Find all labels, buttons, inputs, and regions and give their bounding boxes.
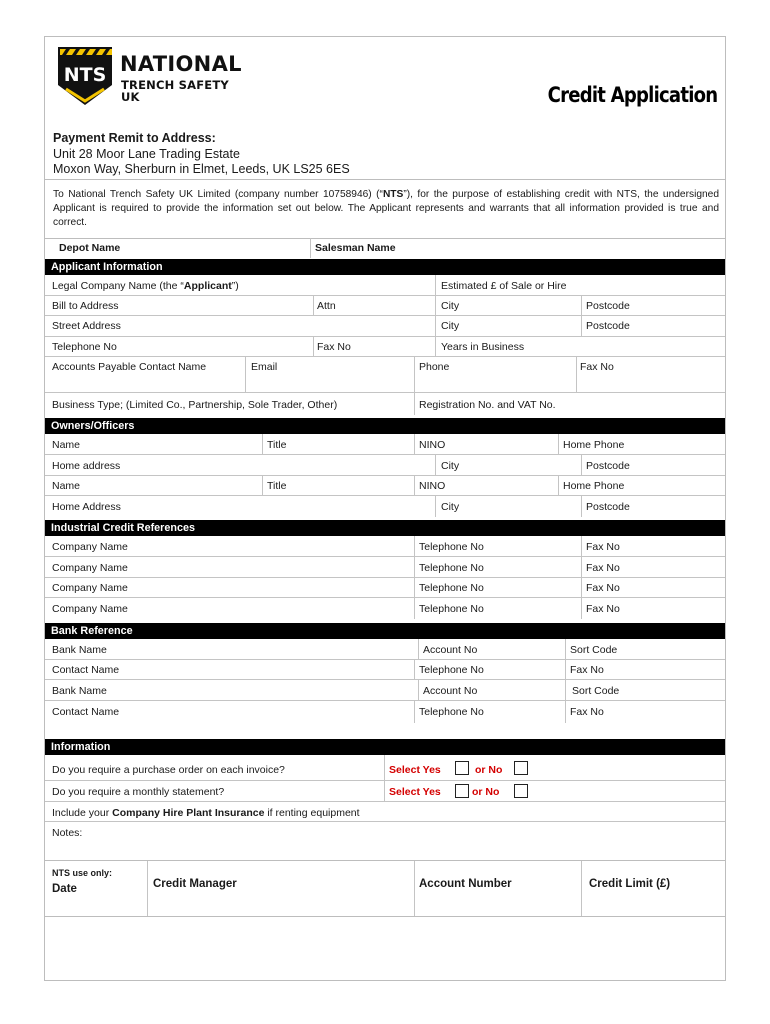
- divider: [414, 476, 415, 496]
- nts-logo: [56, 45, 246, 107]
- ap-contact-label[interactable]: Accounts Payable Contact Name: [52, 361, 207, 373]
- credit-limit-label[interactable]: Credit Limit (£): [589, 878, 671, 890]
- divider: [147, 861, 148, 916]
- divider: [581, 861, 582, 916]
- telephone-label[interactable]: Telephone No: [419, 603, 484, 615]
- divider: [581, 578, 582, 598]
- divider: [581, 598, 582, 619]
- owner-title-label[interactable]: Title: [267, 439, 287, 451]
- telephone-label[interactable]: Telephone No: [419, 664, 484, 676]
- company-name-label[interactable]: Company Name: [52, 562, 128, 574]
- divider: [581, 557, 582, 578]
- applicant-row-5: [45, 357, 725, 393]
- industrial-ref-row: [45, 536, 725, 557]
- applicant-row-1: [45, 275, 725, 296]
- divider: [414, 660, 415, 680]
- email-label[interactable]: Email: [251, 361, 278, 373]
- bank-row-3: [45, 680, 725, 701]
- purchase-order-question: Do you require a purchase order on each invoice?: [52, 764, 285, 776]
- divider: [418, 639, 419, 660]
- nts-use-only-section: [45, 860, 725, 917]
- monthly-statement-question: Do you require a monthly statement?: [52, 786, 225, 798]
- industrial-credit-references-header: Industrial Credit References: [45, 520, 725, 536]
- city-label[interactable]: City: [441, 300, 460, 312]
- divider: [435, 337, 436, 357]
- company-name-label[interactable]: Company Name: [52, 541, 128, 553]
- bank-reference-header: Bank Reference: [45, 623, 725, 639]
- intro-text-2: ”), for the purpose of establishing credit with NTS, the undersigned Applicant is required to provide the information set out below. The Applicant represents and warrants that all information provided is true and correct.: [53, 189, 720, 228]
- divider: [414, 578, 415, 598]
- industrial-ref-row: [45, 598, 725, 619]
- intro-paragraph: [53, 188, 719, 230]
- divider: [414, 701, 415, 723]
- fax-label[interactable]: Fax No: [580, 361, 614, 373]
- intro-text-1: To National Trench Safety UK Limited (company number 10758946) (“: [53, 189, 383, 200]
- industrial-ref-row: [45, 578, 725, 598]
- company-name-label[interactable]: Company Name: [52, 603, 128, 615]
- divider: [565, 660, 566, 680]
- divider: [414, 434, 415, 455]
- legal-post: ”): [231, 280, 239, 292]
- po-yes-checkbox[interactable]: [455, 761, 469, 775]
- po-no-checkbox[interactable]: [514, 761, 528, 775]
- owner-title-label[interactable]: Title: [267, 480, 287, 492]
- bank-row-2: [45, 660, 725, 680]
- notes-field[interactable]: [45, 822, 725, 857]
- fax-label[interactable]: Fax No: [586, 562, 620, 574]
- applicant-row-6: [45, 393, 725, 415]
- brand-name-line2: TRENCH SAFETY UK: [121, 78, 229, 104]
- fax-label[interactable]: Fax No: [317, 341, 351, 353]
- telephone-label[interactable]: Telephone No: [419, 706, 484, 718]
- statement-no-checkbox[interactable]: [514, 784, 528, 798]
- divider: [313, 296, 314, 316]
- divider: [581, 296, 582, 316]
- select-yes-label: Select Yes: [389, 786, 441, 798]
- divider: [565, 680, 566, 701]
- contact-name-label[interactable]: Contact Name: [52, 664, 120, 676]
- divider: [558, 434, 559, 455]
- owner-home-address-label[interactable]: Home Address: [52, 501, 121, 513]
- registration-vat-label[interactable]: Registration No. and VAT No.: [419, 399, 556, 411]
- applicant-row-4: [45, 337, 725, 357]
- divider: [414, 536, 415, 557]
- owner-postcode-label[interactable]: Postcode: [586, 501, 630, 513]
- notes-label: Notes:: [52, 827, 83, 839]
- info-row-purchase-order: [45, 755, 725, 781]
- owner-name-label[interactable]: Name: [52, 480, 81, 492]
- owner1-row-1: [45, 434, 725, 455]
- remit-line2: Moxon Way, Sherburn in Elmet, Leeds, UK LS25 6ES: [53, 162, 350, 176]
- phone-label[interactable]: Phone: [419, 361, 450, 373]
- divider: [581, 496, 582, 517]
- divider: [414, 557, 415, 578]
- business-type-label[interactable]: Business Type; (Limited Co., Partnership, Sole Trader, Other): [52, 399, 338, 411]
- date-label[interactable]: Date: [52, 883, 77, 895]
- divider: [565, 639, 566, 660]
- applicant-row-3: [45, 316, 725, 337]
- information-header: Information: [45, 739, 725, 755]
- divider: [313, 337, 314, 357]
- or-no-label: or No: [472, 786, 500, 798]
- owner-city-label[interactable]: City: [441, 501, 460, 513]
- owner2-row-2: [45, 496, 725, 517]
- owner-home-phone-label[interactable]: Home Phone: [563, 439, 625, 451]
- or-no-label: or No: [475, 764, 503, 776]
- statement-yes-checkbox[interactable]: [455, 784, 469, 798]
- owner-nino-label[interactable]: NINO: [419, 439, 446, 451]
- street-address-label[interactable]: Street Address: [52, 320, 121, 332]
- legal-pre: Legal Company Name (the “: [52, 280, 184, 292]
- applicant-information-header: Applicant Information: [45, 259, 725, 275]
- remit-address: [53, 131, 350, 178]
- divider: [45, 238, 725, 239]
- divider: [558, 476, 559, 496]
- bank-row-1: [45, 639, 725, 660]
- svg-text:NTS: NTS: [63, 64, 107, 86]
- divider: [565, 701, 566, 723]
- fax-label[interactable]: Fax No: [570, 664, 604, 676]
- owner-home-phone-label[interactable]: Home Phone: [563, 480, 625, 492]
- divider: [414, 598, 415, 619]
- divider: [45, 179, 725, 180]
- info-row-monthly-statement: [45, 781, 725, 802]
- select-yes-label: Select Yes: [389, 764, 441, 776]
- fax-label[interactable]: Fax No: [586, 582, 620, 594]
- telephone-label[interactable]: Telephone No: [419, 562, 484, 574]
- insurance-bold: Company Hire Plant Insurance: [112, 807, 265, 819]
- divider: [435, 496, 436, 517]
- bank-name-label[interactable]: Bank Name: [52, 644, 107, 656]
- info-row-insurance: [45, 802, 725, 822]
- divider: [581, 536, 582, 557]
- divider: [245, 357, 246, 393]
- owner-nino-label[interactable]: NINO: [419, 480, 446, 492]
- account-no-label[interactable]: Account No: [423, 644, 478, 656]
- sort-code-label[interactable]: Sort Code: [570, 644, 618, 656]
- owner-city-label[interactable]: City: [441, 460, 460, 472]
- bill-to-address-label[interactable]: Bill to Address: [52, 300, 119, 312]
- divider: [414, 861, 415, 916]
- estimated-sale-label[interactable]: Estimated £ of Sale or Hire: [441, 280, 567, 292]
- owner2-row-1: [45, 476, 725, 496]
- fax-label[interactable]: Fax No: [570, 706, 604, 718]
- years-in-business-label[interactable]: Years in Business: [441, 341, 525, 353]
- nts-shield-icon: [56, 45, 114, 107]
- telephone-label[interactable]: Telephone No: [52, 341, 117, 353]
- legal-applicant-bold: Applicant: [183, 280, 232, 292]
- attn-label[interactable]: Attn: [317, 300, 336, 312]
- fax-label[interactable]: Fax No: [586, 541, 620, 553]
- account-no-label[interactable]: Account No: [423, 685, 478, 697]
- salesman-name-label: Salesman Name: [315, 242, 396, 254]
- divider: [435, 275, 436, 296]
- account-number-label[interactable]: Account Number: [419, 878, 512, 890]
- applicant-row-2: [45, 296, 725, 316]
- owner1-row-2: [45, 455, 725, 476]
- contact-name-label[interactable]: Contact Name: [52, 706, 120, 718]
- credit-manager-label[interactable]: Credit Manager: [153, 878, 237, 890]
- divider: [414, 393, 415, 415]
- divider: [435, 316, 436, 337]
- postcode-label[interactable]: Postcode: [586, 300, 630, 312]
- remit-line1: Unit 28 Moor Lane Trading Estate: [53, 146, 240, 161]
- divider: [262, 476, 263, 496]
- divider: [262, 434, 263, 455]
- divider: [581, 316, 582, 337]
- fax-label[interactable]: Fax No: [586, 603, 620, 615]
- insurance-post: if renting equipment: [264, 807, 360, 819]
- telephone-label[interactable]: Telephone No: [419, 582, 484, 594]
- divider: [384, 781, 385, 802]
- bank-row-4: [45, 701, 725, 723]
- divider: [310, 238, 311, 258]
- owners-officers-header: Owners/Officers: [45, 418, 725, 434]
- divider: [576, 357, 577, 393]
- divider: [435, 455, 436, 476]
- city-label[interactable]: City: [441, 320, 460, 332]
- brand-name-line1: NATIONAL: [120, 52, 242, 76]
- credit-application-form: [44, 36, 726, 981]
- postcode-label[interactable]: Postcode: [586, 320, 630, 332]
- legal-company-name-label[interactable]: [52, 280, 239, 292]
- industrial-ref-row: [45, 557, 725, 578]
- divider: [384, 755, 385, 781]
- telephone-label[interactable]: Telephone No: [419, 541, 484, 553]
- owner-postcode-label[interactable]: Postcode: [586, 460, 630, 472]
- owner-name-label[interactable]: Name: [52, 439, 81, 451]
- divider: [414, 357, 415, 393]
- page-title: Credit Application: [547, 83, 717, 107]
- owner-home-address-label[interactable]: Home address: [52, 460, 121, 472]
- bank-name-label[interactable]: Bank Name: [52, 685, 107, 697]
- divider: [435, 296, 436, 316]
- intro-nts-bold: NTS: [382, 189, 404, 200]
- insurance-note: [52, 807, 360, 819]
- depot-name-label: Depot Name: [59, 242, 121, 254]
- nts-use-only-label: NTS use only:: [52, 868, 113, 878]
- sort-code-label[interactable]: Sort Code: [572, 685, 620, 697]
- insurance-pre: Include your: [52, 807, 113, 819]
- company-name-label[interactable]: Company Name: [52, 582, 128, 594]
- remit-heading: Payment Remit to Address:: [53, 131, 216, 145]
- divider: [581, 455, 582, 476]
- divider: [418, 680, 419, 701]
